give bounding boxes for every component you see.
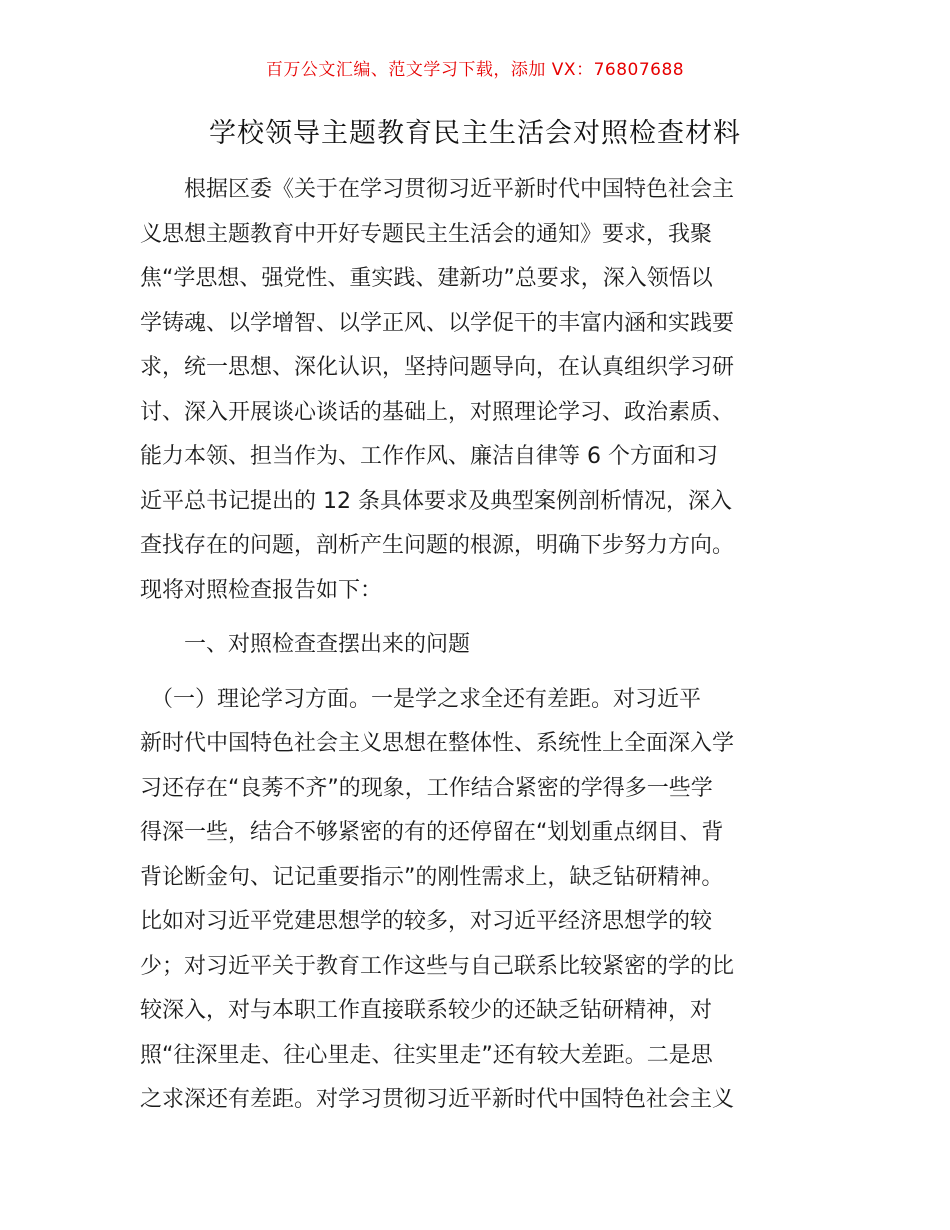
section-heading: 一、对照检查查摆出来的问题 bbox=[140, 632, 471, 657]
paragraph-gap bbox=[140, 613, 812, 623]
intro-line: 焦“学思想、强党性、重实践、建新功”总要求，深入领悟以 bbox=[140, 266, 713, 291]
document-body bbox=[140, 168, 812, 1123]
intro-line: 能力本领、担当作为、工作作风、廉洁自律等 6 个方面和习 bbox=[140, 444, 718, 469]
intro-line: 根据区委《关于在学习贯彻习近平新时代中国特色社会主 bbox=[140, 177, 735, 202]
intro-line: 现将对照检查报告如下： bbox=[140, 577, 383, 603]
header-note: 百万公文汇编、范文学习下载，添加 VX：76807688 bbox=[265, 60, 685, 80]
document-title: 学校领导主题教育民主生活会对照检查材料 bbox=[209, 118, 741, 149]
intro-line: 求，统一思想、深化认识，坚持问题导向，在认真组织学习研 bbox=[140, 355, 735, 380]
section-line: 少；对习近平关于教育工作这些与自己联系比较紧密的学的比 bbox=[140, 953, 735, 979]
section-line: 得深一些，结合不够紧密的有的还停留在“划划重点纲目、背 bbox=[140, 820, 724, 845]
section-line: 新时代中国特色社会主义思想在整体性、系统性上全面深入学 bbox=[140, 731, 735, 756]
intro-line: 近平总书记提出的 12 条具体要求及典型案例剖析情况，深入 bbox=[140, 488, 732, 514]
section-line: 较深入，对与本职工作直接联系较少的还缺乏钻研精神，对 bbox=[140, 998, 713, 1023]
section-line: 比如对习近平党建思想学的较多，对习近平经济思想学的较 bbox=[140, 909, 713, 934]
paragraph-gap bbox=[140, 668, 812, 678]
section-line: 背论断金句、记记重要指示”的刚性需求上，缺乏钻研精神。 bbox=[140, 864, 724, 890]
intro-line: 讨、深入开展谈心谈话的基础上，对照理论学习、政治素质、 bbox=[140, 399, 735, 425]
intro-line: 义思想主题教育中开好专题民主生活会的通知》要求，我聚 bbox=[140, 221, 713, 247]
section-line: 习还存在“良莠不齐”的现象，工作结合紧密的学得多一些学 bbox=[140, 775, 713, 801]
intro-line: 查找存在的问题，剖析产生问题的根源，明确下步努力方向。 bbox=[140, 533, 735, 558]
intro-line: 学铸魂、以学增智、以学正风、以学促干的丰富内涵和实践要 bbox=[140, 310, 735, 336]
section-line: 照“往深里走、往心里走、往实里走”还有较大差距。二是思 bbox=[140, 1042, 713, 1068]
section-line: 之求深还有差距。对学习贯彻习近平新时代中国特色社会主义 bbox=[140, 1087, 735, 1112]
section-line: （一）理论学习方面。一是学之求全还有差距。对习近平 bbox=[140, 686, 702, 712]
